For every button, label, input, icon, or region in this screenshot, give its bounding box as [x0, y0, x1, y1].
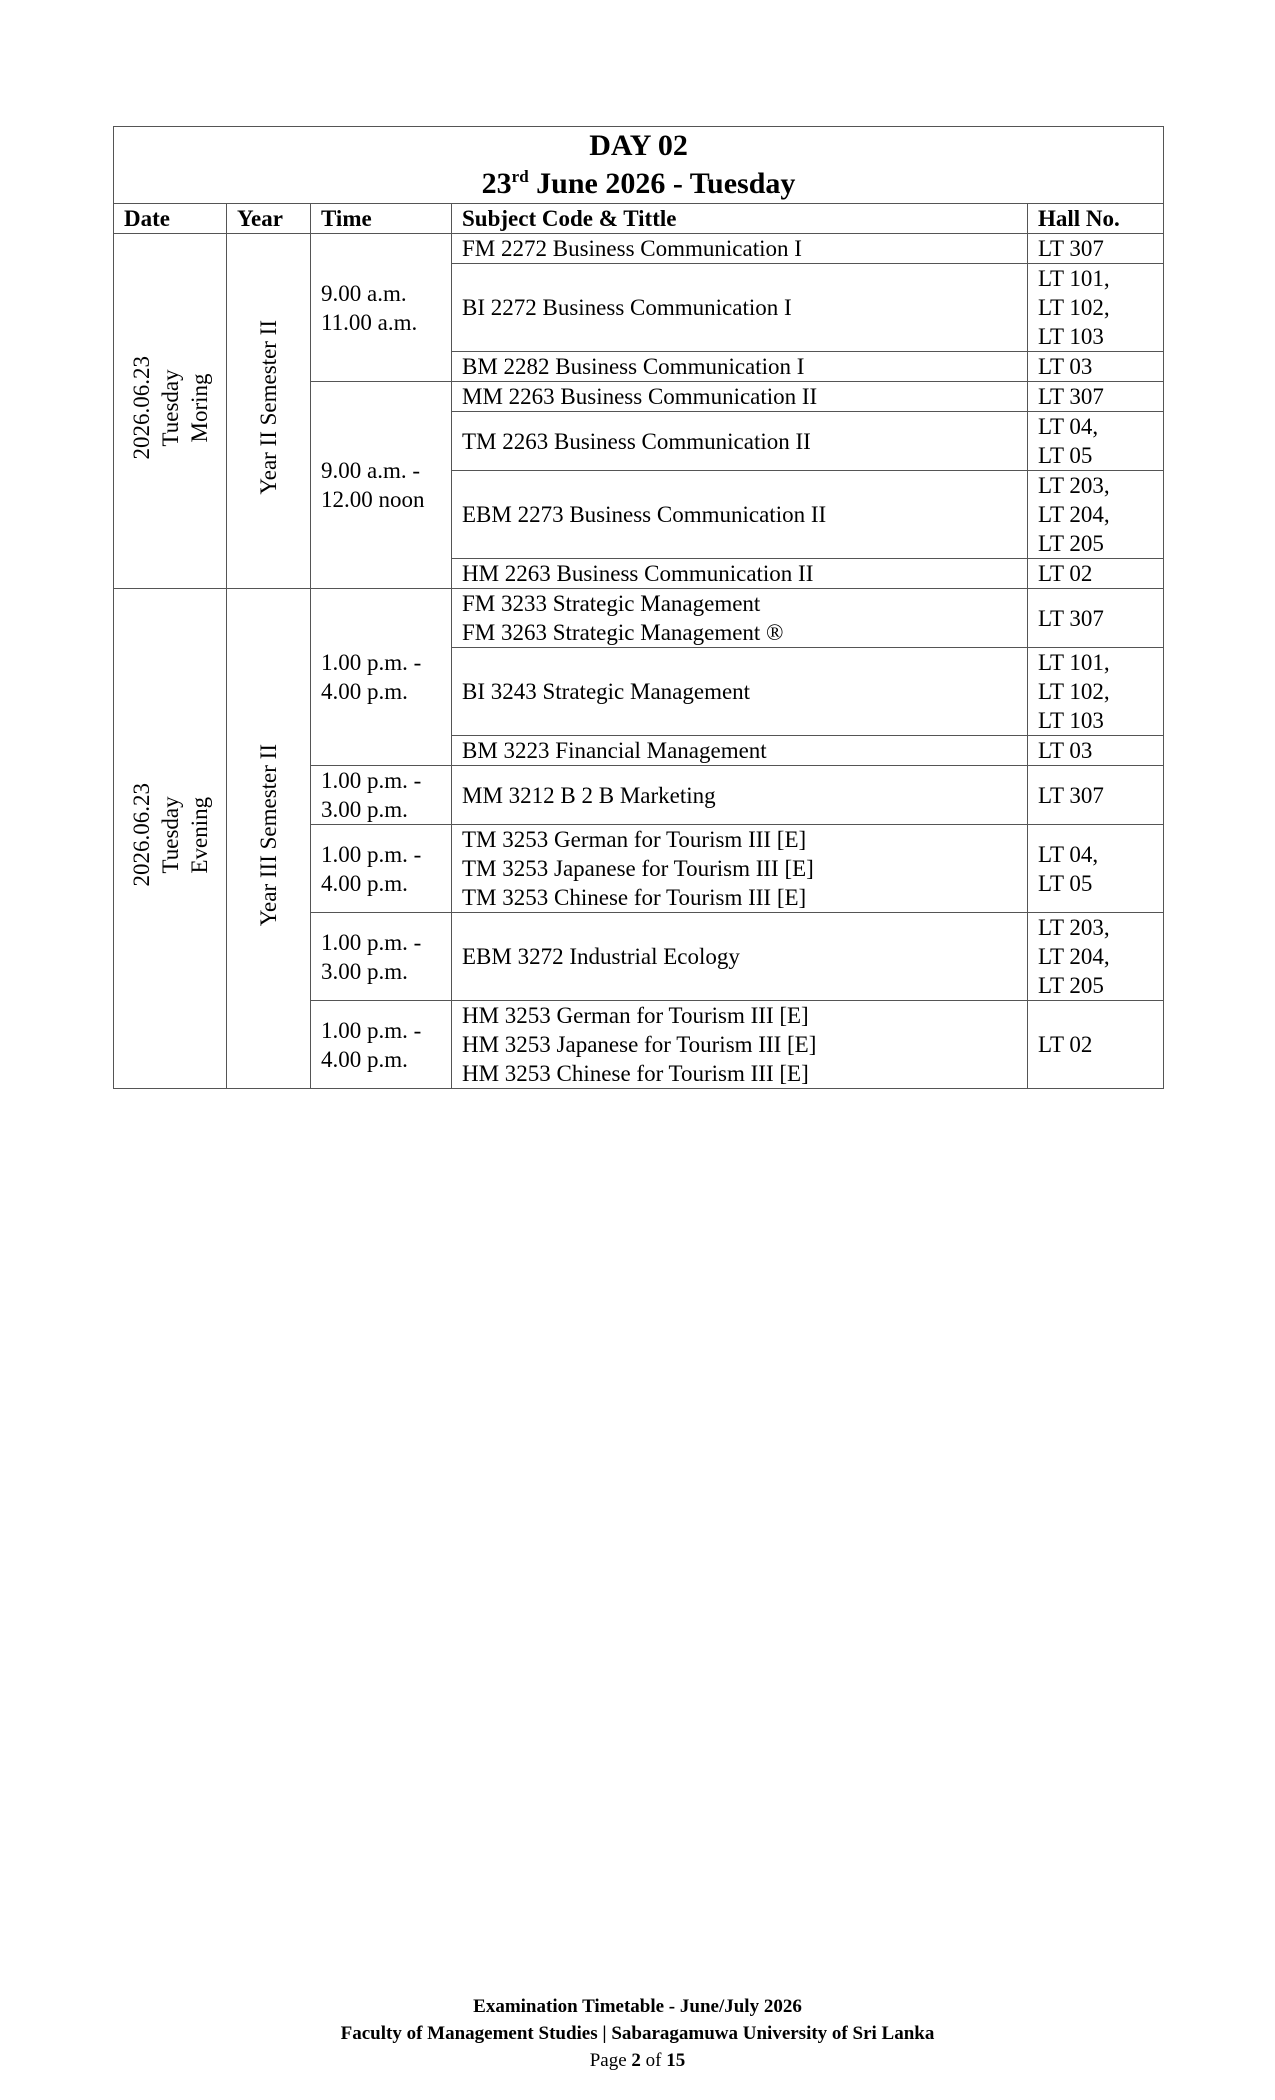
hall: LT 205 [1038, 973, 1104, 998]
hall-cell [1028, 412, 1164, 471]
hall: LT 103 [1038, 708, 1104, 733]
hall: LT 03 [1038, 738, 1093, 763]
hall-cell [1028, 1001, 1164, 1089]
hall: LT 103 [1038, 324, 1104, 349]
hall-cell [1028, 559, 1164, 589]
session-weekday: Tuesday [157, 796, 183, 874]
hall: LT 205 [1038, 531, 1104, 556]
hall: LT 204, [1038, 944, 1110, 969]
time-slot [311, 382, 452, 589]
date-heading [124, 165, 1153, 203]
hall: LT 102, [1038, 295, 1110, 320]
hall: LT 05 [1038, 870, 1093, 896]
time-end: 4.00 p.m. [321, 679, 408, 704]
subject: FM 3263 Strategic Management ® [462, 620, 784, 645]
time-start: 9.00 a.m. [321, 280, 407, 306]
subject-cell [452, 234, 1028, 264]
time-slot [311, 913, 452, 1001]
session-period: Evening [186, 796, 212, 874]
subject-cell [452, 382, 1028, 412]
hall: LT 05 [1038, 443, 1093, 468]
subject: TM 3253 Chinese for Tourism III [E] [462, 885, 807, 910]
date-ordinal-suffix: rd [511, 167, 529, 186]
of-word: of [645, 2050, 662, 2071]
current-page: 2 [631, 2050, 641, 2071]
page-footer [0, 1993, 1275, 2074]
hall: LT 102, [1038, 679, 1110, 704]
subject: MM 3212 B 2 B Marketing [462, 782, 716, 808]
title-row [114, 127, 1164, 204]
time-slot [311, 766, 452, 825]
time-start: 1.00 p.m. - [321, 768, 422, 793]
subject: BI 2272 Business Communication I [462, 295, 792, 320]
hall: LT 101, [1038, 650, 1110, 675]
session-date-morning [114, 234, 227, 589]
subject: BM 2282 Business Communication I [462, 354, 805, 379]
time-slot [311, 1001, 452, 1089]
hall-cell [1028, 825, 1164, 913]
time-end: 11.00 a.m. [321, 309, 418, 335]
hall: LT 04, [1038, 414, 1099, 439]
subject: HM 3253 Japanese for Tourism III [E] [462, 1032, 817, 1057]
time-end: 12.00 noon [321, 487, 425, 512]
time-end: 3.00 p.m. [321, 958, 408, 984]
subject-cell [452, 471, 1028, 559]
session-year-morning [227, 234, 311, 589]
subject-cell [452, 352, 1028, 382]
subject-cell [452, 589, 1028, 648]
subject: TM 2263 Business Communication II [462, 428, 811, 454]
hall: LT 204, [1038, 502, 1110, 527]
subject: HM 3253 German for Tourism III [E] [462, 1003, 809, 1028]
subject-cell [452, 913, 1028, 1001]
time-start: 1.00 p.m. - [321, 929, 422, 955]
page-number [0, 2047, 1275, 2074]
subject-cell [452, 264, 1028, 352]
col-header-year: Year [227, 204, 311, 234]
session-weekday: Tuesday [157, 368, 183, 447]
subject: BM 3223 Financial Management [462, 738, 767, 763]
date-month-year-weekday: June 2026 - Tuesday [528, 167, 796, 200]
time-end: 4.00 p.m. [321, 870, 408, 896]
year-semester-label: Year III Semester II [256, 743, 281, 927]
hall: LT 307 [1038, 605, 1104, 631]
subject-cell [452, 559, 1028, 589]
subject: HM 2263 Business Communication II [462, 561, 814, 586]
time-slot [311, 234, 452, 382]
hall-cell [1028, 766, 1164, 825]
hall-cell [1028, 589, 1164, 648]
hall-cell [1028, 382, 1164, 412]
hall-cell [1028, 648, 1164, 736]
total-pages: 15 [666, 2050, 686, 2071]
subject: BI 3243 Strategic Management [462, 679, 751, 704]
session-year-evening [227, 589, 311, 1089]
hall: LT 203, [1038, 473, 1110, 498]
day-heading: DAY 02 [589, 129, 688, 162]
session-period: Moring [186, 373, 212, 442]
hall-cell [1028, 736, 1164, 766]
hall: LT 02 [1038, 561, 1093, 586]
date-day-number: 23 [481, 167, 512, 200]
subject: EBM 3272 Industrial Ecology [462, 944, 740, 969]
session-date-evening [114, 589, 227, 1089]
time-start: 9.00 a.m. - [321, 458, 421, 483]
hall: LT 03 [1038, 354, 1093, 379]
hall: LT 101, [1038, 266, 1110, 291]
header-row [114, 204, 1164, 234]
time-start: 1.00 p.m. - [321, 650, 422, 675]
time-slot [311, 825, 452, 913]
year-semester-label: Year II Semester II [256, 320, 281, 495]
time-slot [311, 589, 452, 766]
time-end: 3.00 p.m. [321, 797, 408, 822]
subject-cell [452, 825, 1028, 913]
subject-cell [452, 766, 1028, 825]
subject: HM 3253 Chinese for Tourism III [E] [462, 1061, 809, 1086]
table-row [114, 234, 1164, 264]
time-start: 1.00 p.m. - [321, 1017, 422, 1043]
subject: TM 3253 German for Tourism III [E] [462, 827, 807, 852]
time-start: 1.00 p.m. - [321, 841, 422, 867]
session-date: 2026.06.23 [128, 355, 154, 460]
subject: FM 3233 Strategic Management [462, 591, 761, 616]
subject-cell [452, 736, 1028, 766]
exam-timetable [113, 126, 1164, 1089]
subject: EBM 2273 Business Communication II [462, 502, 827, 527]
footer-title: Examination Timetable - June/July 2026 [473, 1996, 802, 2017]
col-header-date: Date [114, 204, 227, 234]
time-end: 4.00 p.m. [321, 1046, 408, 1072]
col-header-time: Time [311, 204, 452, 234]
hall: LT 04, [1038, 841, 1099, 867]
hall-cell [1028, 913, 1164, 1001]
hall-cell [1028, 234, 1164, 264]
hall-cell [1028, 352, 1164, 382]
table-row [114, 589, 1164, 648]
col-header-subject: Subject Code & Tittle [452, 204, 1028, 234]
subject: FM 2272 Business Communication I [462, 236, 802, 261]
subject: MM 2263 Business Communication II [462, 384, 818, 409]
subject-cell [452, 1001, 1028, 1089]
session-date: 2026.06.23 [128, 783, 154, 887]
subject: TM 3253 Japanese for Tourism III [E] [462, 856, 814, 881]
hall: LT 02 [1038, 1032, 1093, 1057]
hall-cell [1028, 264, 1164, 352]
hall: LT 307 [1038, 236, 1104, 261]
hall: LT 307 [1038, 384, 1104, 409]
hall: LT 203, [1038, 915, 1110, 940]
subject-cell [452, 648, 1028, 736]
page-word: Page [589, 2050, 627, 2071]
subject-cell [452, 412, 1028, 471]
hall: LT 307 [1038, 782, 1104, 808]
footer-institution: Faculty of Management Studies | Sabaragamuwa University of Sri Lanka [340, 2023, 935, 2044]
table-title [114, 127, 1164, 204]
col-header-hall: Hall No. [1028, 204, 1164, 234]
hall-cell [1028, 471, 1164, 559]
